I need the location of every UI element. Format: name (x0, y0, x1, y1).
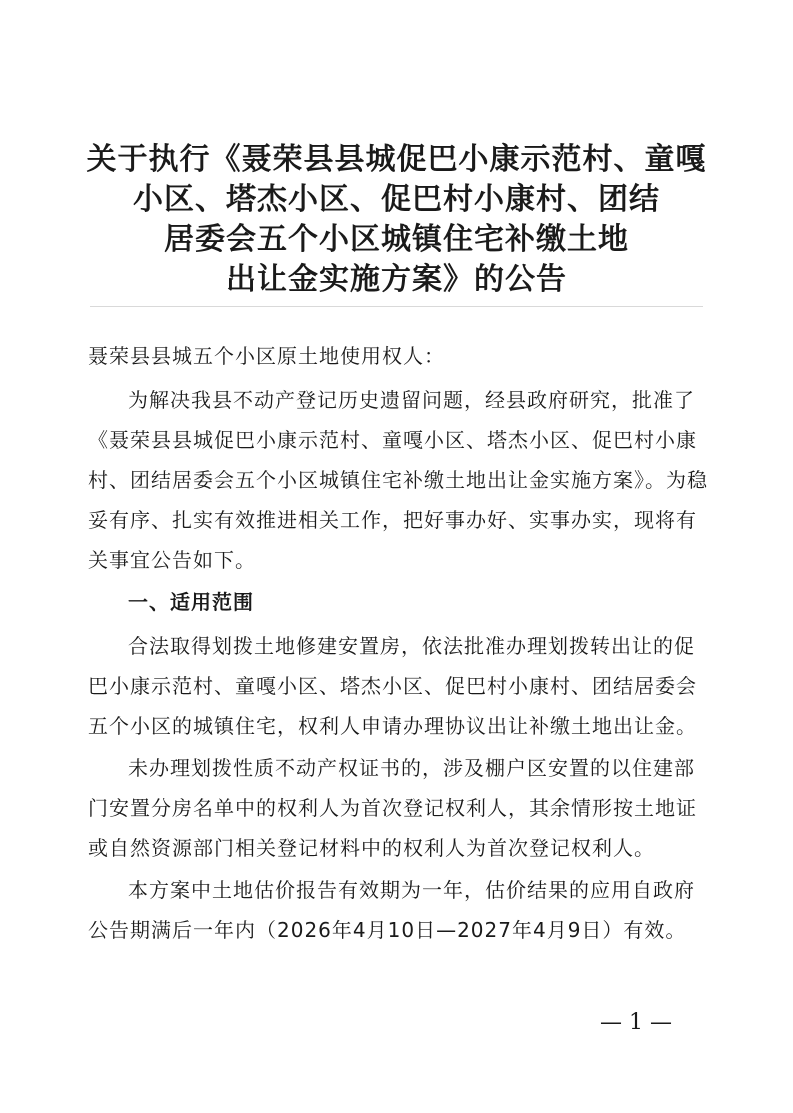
section-heading-scope: 一、适用范围 (128, 590, 254, 614)
title-line-2: 小区、塔杰小区、促巴村小康村、团结 (133, 182, 660, 217)
document-title (60, 140, 733, 300)
salutation: 聂荣县县城五个小区原土地使用权人： (88, 344, 445, 368)
title-line-4: 出让金实施方案》的公告 (226, 262, 567, 297)
title-line-1: 关于执行《聂荣县县城促巴小康示范村、童嘎 (86, 142, 707, 177)
scope-paragraph-3: 本方案中土地估价报告有效期为一年，估价结果的应用自政府公告期满后一年内（2026年4月10日—2027年4月9日）有效。 (88, 878, 695, 942)
title-divider (90, 306, 703, 307)
scope-paragraph-2: 未办理划拨性质不动产权证书的，涉及棚户区安置的以住建部门安置分房名单中的权利人为首次登记权利人，其余情形按土地证或自然资源部门相关登记材料中的权利人为首次登记权利人。 (88, 756, 697, 860)
scope-paragraph-1: 合法取得划拨土地修建安置房，依法批准办理划拨转出让的促巴小康示范村、童嘎小区、塔杰小区、促巴村小康村、团结居委会五个小区的城镇住宅，权利人申请办理协议出让补缴土地出让金。 (88, 634, 697, 738)
document-body (88, 336, 708, 950)
page-number: — 1 — (600, 1010, 672, 1035)
title-line-3: 居委会五个小区城镇住宅补缴土地 (164, 222, 629, 257)
intro-paragraph: 为解决我县不动产登记历史遗留问题，经县政府研究，批准了《聂荣县县城促巴小康示范村、童嘎小区、塔杰小区、促巴村小康村、团结居委会五个小区城镇住宅补缴土地出让金实施方案》。为稳妥有序、扎实有效推进相关工作，把好事办好、实事办实，现将有关事宜公告如下。 (88, 388, 708, 572)
